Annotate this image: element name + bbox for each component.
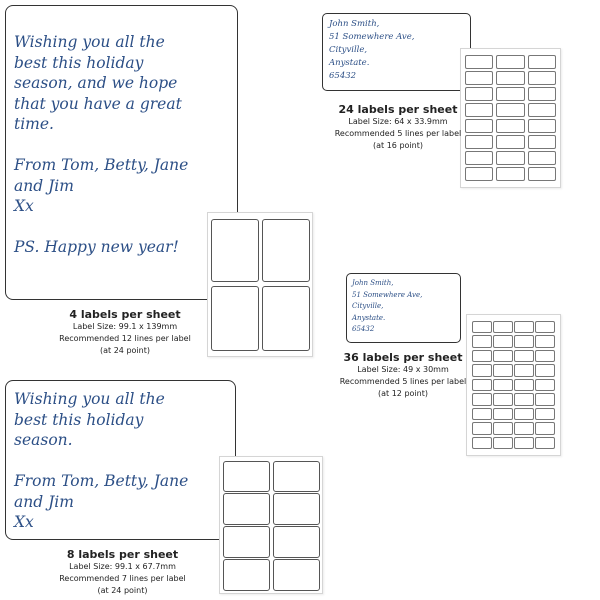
label-size: Label Size: 99.1 x 139mm	[72, 322, 178, 331]
handwritten-address: John Smith, 51 Somewhere Ave, Cityville, Anystate. 65432	[352, 279, 423, 333]
handwritten-message: Wishing you all the best this holiday season, and we hope that you have a great time. From Tom, Betty, Jane and Jim Xx PS. Happy new year!	[14, 33, 189, 256]
label-size: Label Size: 49 x 30mm	[357, 365, 449, 374]
sheet-label	[535, 437, 555, 449]
sheet-label	[528, 71, 556, 85]
label-preview-4	[5, 5, 238, 300]
sheet-label	[535, 335, 555, 347]
sheet-label	[535, 408, 555, 420]
sheet-label	[465, 167, 493, 181]
sheet-label	[528, 135, 556, 149]
sheet-label	[493, 422, 513, 434]
sheet-label	[496, 71, 524, 85]
sheet-label	[514, 408, 534, 420]
sheet-label	[535, 422, 555, 434]
sheet-label	[211, 286, 259, 351]
sheet-label	[472, 408, 492, 420]
sheet-label	[514, 422, 534, 434]
sheet-label	[465, 71, 493, 85]
sheet-info-4	[40, 308, 210, 357]
handwritten-message: Wishing you all the best this holiday season. From Tom, Betty, Jane and Jim Xx	[14, 390, 189, 531]
sheet-label	[493, 350, 513, 362]
sheet-label	[273, 493, 320, 525]
sheet-label	[493, 408, 513, 420]
sheet-label	[535, 393, 555, 405]
font-point: (at 16 point)	[373, 141, 423, 150]
sheet-label	[465, 135, 493, 149]
sheet-label	[496, 119, 524, 133]
sheet-label	[514, 335, 534, 347]
sheet-label	[262, 219, 310, 282]
label-preview-24	[322, 13, 471, 91]
sheet-label	[472, 379, 492, 391]
sheet-label	[496, 135, 524, 149]
sheet-label	[514, 379, 534, 391]
font-point: (at 12 point)	[378, 389, 428, 398]
sheet-label	[211, 219, 259, 282]
sheet-label	[496, 103, 524, 117]
sheet-label	[528, 167, 556, 181]
sheet-label	[223, 493, 270, 525]
sheet-label	[262, 286, 310, 351]
sheet-title: 8 labels per sheet	[66, 548, 179, 561]
sheet-label	[472, 393, 492, 405]
sheet-label	[514, 350, 534, 362]
sheet-label	[496, 167, 524, 181]
sheet-label	[514, 393, 534, 405]
sheet-24-labels	[460, 48, 561, 188]
sheet-label	[465, 87, 493, 101]
sheet-label	[472, 422, 492, 434]
sheet-label	[273, 461, 320, 492]
sheet-label	[465, 55, 493, 69]
label-preview-8	[5, 380, 236, 540]
sheet-label	[493, 321, 513, 333]
sheet-label	[514, 437, 534, 449]
sheet-info-8	[40, 548, 205, 597]
sheet-label	[528, 55, 556, 69]
sheet-label	[472, 321, 492, 333]
sheet-label	[472, 335, 492, 347]
sheet-title: 36 labels per sheet	[343, 351, 463, 364]
sheet-label	[472, 437, 492, 449]
label-size: Label Size: 64 x 33.9mm	[348, 117, 448, 126]
sheet-label	[496, 87, 524, 101]
sheet-label	[535, 379, 555, 391]
recommended-lines: Recommended 5 lines per label	[334, 129, 462, 138]
sheet-label	[496, 55, 524, 69]
sheet-label	[535, 364, 555, 376]
sheet-label	[528, 87, 556, 101]
sheet-title: 24 labels per sheet	[338, 103, 458, 116]
sheet-label	[465, 151, 493, 165]
sheet-label	[223, 526, 270, 558]
sheet-info-36	[337, 351, 469, 400]
sheet-label	[528, 119, 556, 133]
handwritten-address: John Smith, 51 Somewhere Ave, Cityville, Anystate. 65432	[329, 19, 415, 81]
sheet-label	[535, 350, 555, 362]
sheet-4-labels	[207, 212, 313, 357]
sheet-label	[465, 103, 493, 117]
label-size: Label Size: 99.1 x 67.7mm	[69, 562, 176, 571]
sheet-label	[273, 559, 320, 591]
sheet-label	[493, 364, 513, 376]
sheet-label	[514, 321, 534, 333]
font-point: (at 24 point)	[100, 346, 150, 355]
sheet-label	[465, 119, 493, 133]
label-preview-36	[346, 273, 461, 343]
sheet-label	[472, 364, 492, 376]
sheet-label	[223, 559, 270, 591]
sheet-36-labels	[466, 314, 561, 456]
sheet-8-labels	[219, 456, 323, 594]
recommended-lines: Recommended 5 lines per label	[339, 377, 467, 386]
sheet-label	[493, 379, 513, 391]
recommended-lines: Recommended 12 lines per label	[59, 334, 191, 343]
sheet-label	[493, 437, 513, 449]
sheet-title: 4 labels per sheet	[69, 308, 181, 321]
sheet-label	[273, 526, 320, 558]
sheet-label	[496, 151, 524, 165]
sheet-label	[535, 321, 555, 333]
sheet-label	[528, 151, 556, 165]
font-point: (at 24 point)	[97, 586, 148, 595]
recommended-lines: Recommended 7 lines per label	[59, 574, 186, 583]
sheet-label	[528, 103, 556, 117]
sheet-info-24	[328, 103, 468, 152]
sheet-label	[493, 335, 513, 347]
sheet-label	[493, 393, 513, 405]
sheet-label	[514, 364, 534, 376]
sheet-label	[472, 350, 492, 362]
sheet-label	[223, 461, 270, 492]
